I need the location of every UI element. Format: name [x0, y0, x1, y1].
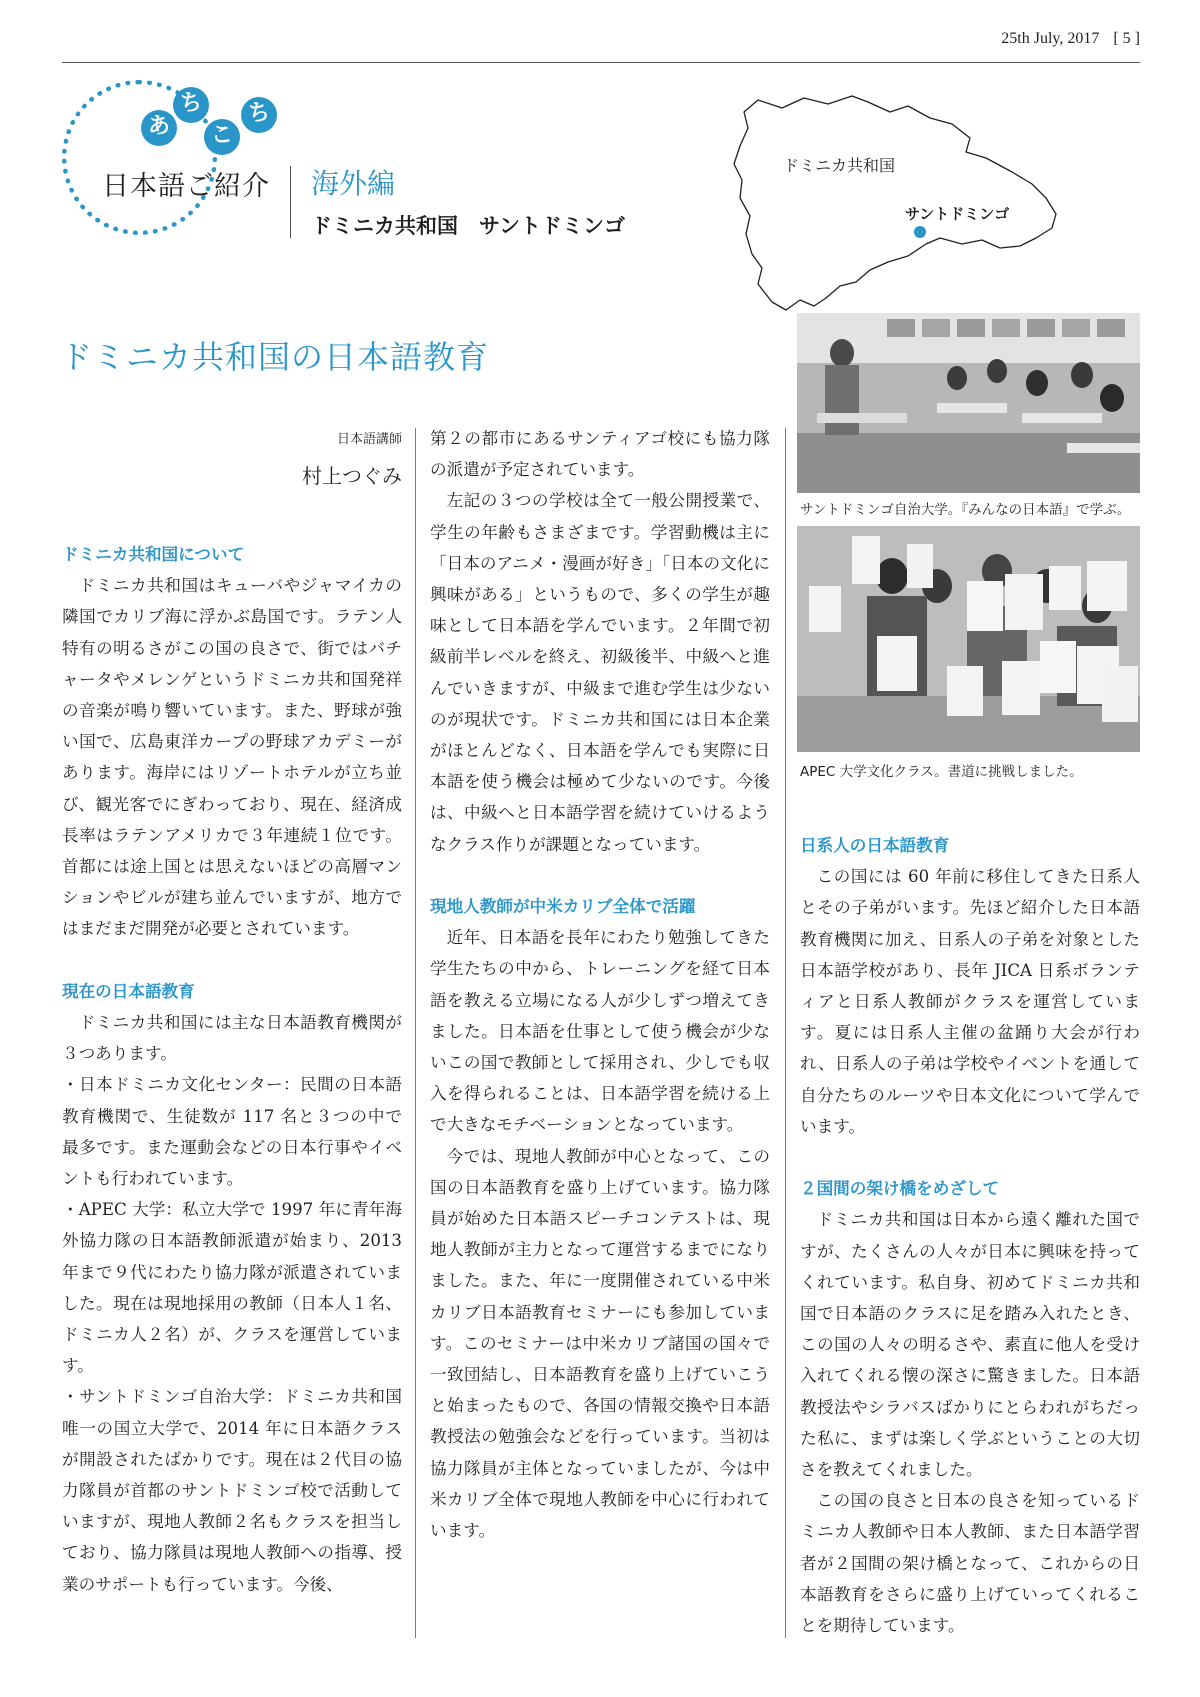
classroom-photo	[797, 313, 1140, 493]
edition-label: 海外編	[311, 167, 396, 200]
logo-bubble-chi1: ち	[173, 87, 209, 123]
calligraphy-class-photo	[797, 526, 1140, 752]
column-2	[430, 423, 770, 1546]
logo-bubble-a: あ	[141, 110, 177, 146]
author-role: 日本語講師	[336, 432, 402, 447]
section-heading-local-teachers: 現地人教師が中米カリブ全体で活躍	[430, 897, 696, 917]
paragraph: ドミニカ共和国はキューバやジャマイカの隣国でカリブ海に浮かぶ島国です。ラテン人特有の明るさがこの国の良さで、街ではバチャータやメレンゲというドミニカ共和国発祥の音楽が鳴り響いています。また、野球が強い国で、広島東洋カープの野球アカデミーがあります。海岸にはリゾートホテルが立ち並び、観光客でにぎわっており、現在、経済成長率はラテンアメリカで３年連続１位です。首都には途上国とは思えないほどの高層マンションやビルが建ち並んでいますが、地方ではまだまだ開発が必要とされています。	[62, 576, 402, 939]
paragraph: 近年、日本語を長年にわたり勉強してきた学生たちの中から、トレーニングを経て日本語を教える立場になる人が少しずつ増えてきました。日本語を仕事として使う機会が少ないこの国で教師として採用され、少しでも収入を得られることは、日本語学習を続ける上で大きなモチベーションとなっています。	[430, 928, 770, 1135]
column-divider	[415, 428, 416, 1638]
section-heading-about: ドミニカ共和国について	[62, 545, 245, 564]
logo-title: 日本語ご紹介	[102, 171, 270, 202]
paragraph: ドミニカ共和国は日本から遠く離れた国ですが、たくさんの人々が日本に興味を持ってくれています。私自身、初めてドミニカ共和国で日本語のクラスに足を踏み入れたとき、この国の人々の明るさや、素直に他人を受け入れてくれる懐の深さに驚きました。日本語教授法やシラバスばかりにとらわれがちだった私に、まずは楽しく学ぶということの大切さを教えてくれました。	[800, 1210, 1140, 1480]
santo-domingo-marker	[914, 226, 926, 238]
logo-bubble-ko: こ	[204, 119, 240, 155]
paragraph: 今では、現地人教師が中心となって、この国の日本語教育を盛り上げています。協力隊員が始めた日本語スピーチコンテストは、現地人教師が主力となって運営するまでになりました。また、年に一度開催されている中米カリブ日本語教育セミナーにも参加しています。このセミナーは中米カリブ諸国の国々で一致団結し、日本語教育を盛り上げていこうと始まったもので、各国の情報交換や日本語教授法の勉強会などを行っています。当初は協力隊員が主体となっていましたが、今は中米カリブ全体で現地人教師を中心に行われています。	[430, 1146, 770, 1541]
section-heading-current: 現在の日本語教育	[62, 981, 195, 1001]
header-rule	[62, 62, 1140, 63]
map-city-label: サントドミンゴ	[905, 205, 1010, 223]
issue-date	[0, 30, 1140, 48]
photo-caption-1: サントドミンゴ自治大学。『みんなの日本語』で学ぶ。	[800, 502, 1131, 518]
list-item: ・サントドミンゴ自治大学：ドミニカ共和国唯一の国立大学で、2014 年に日本語クラスが開設されたばかりです。現在は２代目の協力隊員が首都のサントドミンゴ校で活動していますが、現地人教師２名もクラスを担当しており、協力隊員は現地人教師への指導、授業のサポートも行っています。今後、	[62, 1387, 402, 1594]
date-text: 25th July, 2017	[1001, 30, 1100, 47]
paragraph: この国の良さと日本の良さを知っているドミニカ人教師や日本人教師、また日本語学習者が２国間の架け橋となって、これからの日本語教育をさらに盛り上げていってくれることを期待しています。	[800, 1491, 1140, 1636]
dominican-republic-map	[730, 88, 1070, 343]
list-item: ・日本ドミニカ文化センター：民間の日本語教育機関で、生徒数が 117 名と３つの中で最多です。また運動会などの日本行事やイベントも行われています。	[62, 1075, 402, 1189]
map-country-label: ドミニカ共和国	[783, 156, 896, 175]
paragraph: ドミニカ共和国には主な日本語教育機関が３つあります。	[62, 1013, 402, 1064]
article-headline: ドミニカ共和国の日本語教育	[60, 338, 490, 376]
paragraph: 第２の都市にあるサンティアゴ校にも協力隊の派遣が予定されています。	[430, 429, 770, 480]
page-number: [ 5 ]	[1113, 30, 1140, 47]
paragraph: 左記の３つの学校は全て一般公開授業で、学生の年齢もさまざまです。学習動機は主に「日本のアニメ・漫画が好き」「日本の文化に興味がある」というもので、多くの学生が趣味として日本語を学んでいます。２年間で初級前半レベルを終え、初級後半、中級へと進んでいきますが、中級まで進む学生は少ないのが現状です。ドミニカ共和国には日本企業がほとんどなく、日本語を学んでも実際に日本語を使う機会は極めて少ないのです。今後は、中級へと日本語学習を続けていけるようなクラス作りが課題となっています。	[430, 491, 770, 854]
location-label: ドミニカ共和国 サントドミンゴ	[311, 214, 625, 238]
paragraph: この国には 60 年前に移住してきた日系人とその子弟がいます。先ほど紹介した日本語教育機関に加え、日系人の子弟を対象とした日本語学校があり、長年 JICA 日系ボランティアと日系人教師がクラスを運営しています。夏には日系人主催の盆踊り大会が行われ、日系人の子弟は学校やイベントを通して自分たちのルーツや日本文化について学んでいます。	[800, 867, 1140, 1136]
section-heading-nikkei: 日系人の日本語教育	[800, 836, 950, 855]
photo-caption-2: APEC 大学文化クラス。書道に挑戦しました。	[800, 764, 1083, 780]
column-1	[62, 539, 402, 1600]
column-divider	[785, 428, 786, 1638]
logo-divider	[290, 166, 291, 238]
list-item: ・APEC 大学：私立大学で 1997 年に青年海外協力隊の日本語教師派遣が始まり、2013 年まで９代にわたり協力隊が派遣されていました。現在は現地採用の教師（日本人１名、ドミニカ人２名）が、クラスを運営しています。	[62, 1200, 402, 1376]
column-3	[800, 830, 1140, 1641]
logo-bubble-chi2: ち	[241, 97, 277, 133]
author-name: 村上つぐみ	[302, 464, 402, 488]
section-heading-bridge: ２国間の架け橋をめざして	[800, 1179, 1000, 1199]
